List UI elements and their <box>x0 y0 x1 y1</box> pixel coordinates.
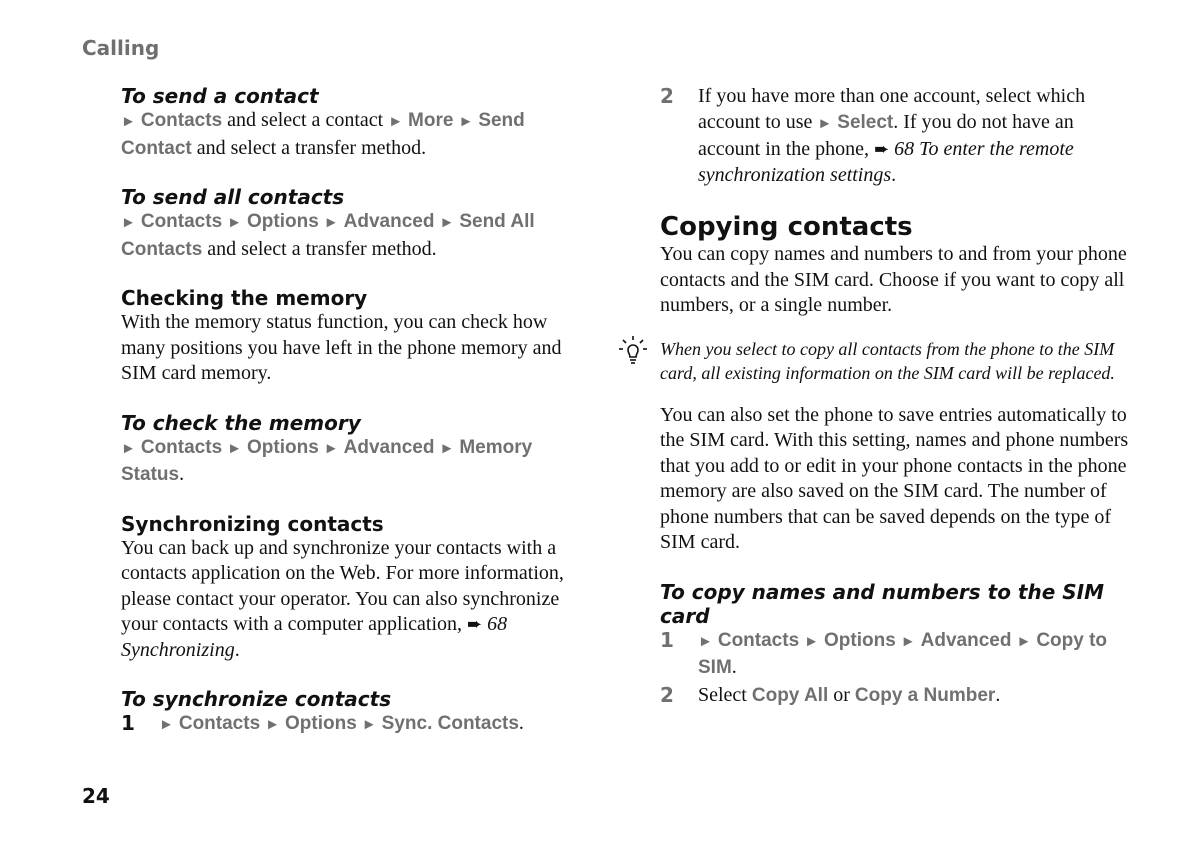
menu-arrow-icon: ► <box>121 215 136 231</box>
menu-select: Select <box>837 111 894 133</box>
step-item <box>121 711 591 739</box>
menu-advanced: Advanced <box>343 436 435 458</box>
send-all-instruction <box>121 209 591 262</box>
menu-contacts: Contacts <box>140 436 223 458</box>
step-number: 2 <box>660 84 674 108</box>
menu-send-contact: Send Contact <box>121 110 525 159</box>
menu-arrow-icon: ► <box>121 440 136 457</box>
instruction-text: . <box>518 712 524 734</box>
step-body: If you have more than one account, select which account to use <box>698 85 1086 133</box>
step-number: 1 <box>660 627 674 652</box>
menu-send-all-contacts: Send All Contacts <box>121 211 535 260</box>
menu-advanced: Advanced <box>920 629 1012 651</box>
instruction-text: and select a contact <box>222 109 389 131</box>
synchronizing-body <box>121 536 591 664</box>
auto-save-body: You can also set the phone to save entries automatically to the SIM card. With this setting, names and phone numbers that you add to or edit in your phone contacts in the phone memory are also saved on the SIM card. The number of phone numbers that can be saved depends on the type of SIM card. <box>660 403 1129 553</box>
step-number: 1 <box>121 711 135 735</box>
section-header: Calling <box>82 36 160 60</box>
send-all-heading: To send all contacts <box>121 185 345 209</box>
step-text <box>698 683 1000 709</box>
to-synchronize-heading: To synchronize contacts <box>121 687 392 711</box>
menu-arrow-icon: ► <box>227 440 243 457</box>
menu-arrow-icon: ► <box>227 215 243 231</box>
menu-options: Options <box>285 713 357 734</box>
check-memory-heading: To check the memory <box>121 410 361 435</box>
step-text <box>159 711 524 739</box>
body-text: You can back up and synchronize your contacts with a contacts application on the Web. For more information, please contact your operator. You can also synchronize your contacts with a computer application, <box>121 536 564 635</box>
menu-contacts: Contacts <box>178 713 261 734</box>
copying-contacts-body: You can copy names and numbers to and from your phone contacts and the SIM card. Choose if you want to copy all numbers, or a single number. <box>660 243 1127 316</box>
option-copy-a-number: Copy a Number <box>854 684 996 706</box>
menu-arrow-icon: ► <box>121 114 136 130</box>
menu-arrow-icon: ► <box>817 115 833 132</box>
menu-arrow-icon: ► <box>804 633 820 650</box>
menu-arrow-icon: ► <box>361 717 377 733</box>
menu-arrow-icon: ► <box>698 633 713 650</box>
menu-arrow-icon: ► <box>458 114 474 130</box>
page-number: 24 <box>82 784 110 808</box>
menu-arrow-icon: ► <box>439 440 455 457</box>
checking-memory-heading: Checking the memory <box>121 286 368 310</box>
instruction-text: . <box>731 656 737 678</box>
menu-options: Options <box>247 211 319 232</box>
left-column <box>121 84 591 739</box>
menu-sync-contacts: Sync. Contacts <box>381 713 519 734</box>
reference-arrow-icon: ➨ <box>874 139 890 159</box>
instruction-text: and select a transfer method. <box>191 136 427 159</box>
menu-arrow-icon: ► <box>900 633 916 650</box>
menu-arrow-icon: ► <box>323 215 339 231</box>
menu-contacts: Contacts <box>717 629 800 651</box>
step-text <box>698 84 1130 188</box>
step-item <box>660 683 1130 709</box>
menu-arrow-icon: ► <box>265 717 281 733</box>
lightbulb-tip-icon <box>618 335 648 371</box>
send-contact-heading: To send a contact <box>121 84 319 108</box>
tip-text: When you select to copy all contacts from the phone to the SIM card, all existing information on the SIM card will be replaced. <box>660 338 1115 383</box>
reference-arrow-icon: ➨ <box>467 614 483 634</box>
step-item <box>660 84 1130 188</box>
instruction-text: . <box>179 463 185 485</box>
cross-reference: 68 To enter the remote synchronization settings <box>698 138 1074 186</box>
menu-options: Options <box>247 436 319 458</box>
step-item <box>660 628 1130 681</box>
step-body: . <box>891 163 897 186</box>
menu-arrow-icon: ► <box>439 215 455 231</box>
menu-options: Options <box>824 629 896 651</box>
menu-contacts: Contacts <box>140 211 223 232</box>
checking-memory-body: With the memory status function, you can check how many positions you have left in the phone memory and SIM card memory. <box>121 311 562 384</box>
menu-arrow-icon: ► <box>1016 633 1032 650</box>
option-copy-all: Copy All <box>751 684 829 706</box>
copying-contacts-heading: Copying contacts <box>660 212 913 242</box>
body-text: . <box>234 638 240 661</box>
menu-more: More <box>408 110 454 131</box>
to-copy-heading: To copy names and numbers to the SIM card <box>660 579 1104 628</box>
instruction-text: or <box>828 683 855 706</box>
menu-arrow-icon: ► <box>388 114 404 130</box>
menu-advanced: Advanced <box>343 211 435 232</box>
tip-note <box>660 337 1130 385</box>
menu-arrow-icon: ► <box>159 717 174 733</box>
synchronizing-heading: Synchronizing contacts <box>121 511 384 536</box>
instruction-text: and select a transfer method. <box>202 237 437 260</box>
menu-memory-status: Memory Status <box>121 436 533 485</box>
menu-copy-to-sim: Copy to SIM <box>698 629 1108 678</box>
instruction-text: . <box>995 683 1001 706</box>
step-text <box>698 628 1130 681</box>
step-number: 2 <box>660 682 674 707</box>
send-contact-instruction <box>121 108 591 161</box>
menu-contacts: Contacts <box>140 110 223 131</box>
cross-reference: 68 Synchronizing <box>121 613 508 661</box>
step-body: . If you do not have an account in the phone, <box>698 110 1074 160</box>
menu-arrow-icon: ► <box>323 440 339 457</box>
instruction-text: Select <box>698 683 752 706</box>
check-memory-instruction <box>121 435 591 488</box>
right-column <box>660 84 1130 708</box>
